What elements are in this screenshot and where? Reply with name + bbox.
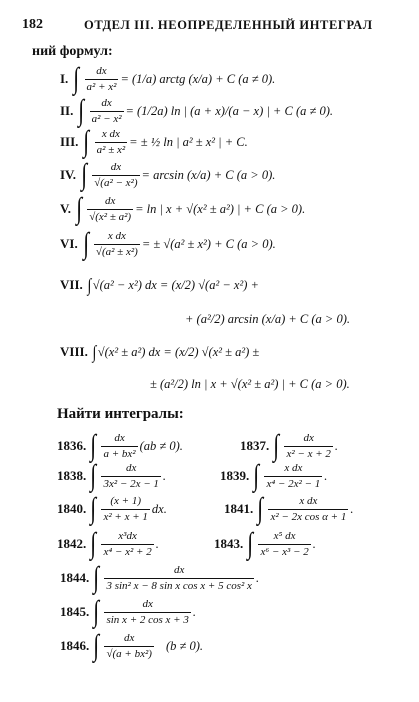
problem-1845 — [60, 597, 196, 627]
numerator: dx — [303, 431, 314, 444]
problem-tail: (ab ≠ 0). — [139, 438, 183, 453]
formula-rhs: √(x² ± a²) dx = (x/2) √(x² ± a²) ± — [97, 344, 260, 359]
fraction — [104, 564, 253, 592]
problem-number: 1836. — [57, 438, 87, 453]
integral-sign: ∫ — [257, 492, 264, 525]
formula-label: VIII. — [60, 344, 88, 359]
formula-4 — [60, 160, 275, 190]
fraction — [95, 128, 128, 156]
integral-sign: ∫ — [83, 125, 90, 158]
problem-number: 1844. — [60, 570, 90, 585]
problem-1840 — [57, 494, 167, 524]
integral-sign: ∫ — [90, 459, 97, 492]
integral-sign: ∫ — [76, 192, 83, 225]
problem-tail: . — [255, 570, 260, 585]
problem-number: 1845. — [60, 604, 90, 619]
denominator: 3x² − 2x − 1 — [103, 477, 159, 490]
problem-1844 — [60, 563, 259, 593]
denominator: a² ± x² — [96, 143, 126, 156]
fraction — [258, 530, 310, 558]
problem-1846 — [60, 631, 203, 661]
formula-7-continued — [185, 312, 350, 327]
formula-rhs: = ln | x + √(x² ± a²) | + C (a > 0). — [135, 201, 306, 216]
denominator: 3 sin² x − 8 sin x cos x + 5 cos² x — [106, 579, 252, 592]
problem-1837 — [240, 431, 338, 461]
problem-number: 1846. — [60, 638, 90, 653]
numerator: dx — [124, 631, 135, 644]
formula-2 — [60, 96, 333, 126]
formula-rhs: √(a² − x²) dx = (x/2) √(a² − x²) + — [92, 277, 259, 292]
integral-sign: ∫ — [93, 561, 100, 594]
numerator: x⁵ dx — [273, 529, 296, 542]
formula-8 — [60, 343, 259, 361]
integral-sign: ∫ — [90, 429, 97, 462]
denominator: √(a² ± x²) — [95, 245, 138, 258]
integral-sign: ∫ — [73, 62, 80, 95]
integral-sign: ∫ — [273, 429, 280, 462]
problem-tail: . — [155, 536, 159, 551]
numerator: dx — [104, 194, 116, 207]
problem-tail: . — [324, 468, 328, 483]
formula-7 — [60, 276, 259, 294]
problem-number: 1842. — [57, 536, 87, 551]
denominator: x² − 2x cos α + 1 — [270, 510, 347, 523]
fraction — [101, 462, 160, 490]
formula-rhs: + (a²/2) arcsin (x/a) + C (a > 0). — [185, 312, 351, 326]
fraction — [87, 195, 133, 223]
fraction — [101, 530, 153, 558]
fraction — [104, 632, 153, 660]
formula-rhs: = arcsin (x/a) + C (a > 0). — [141, 167, 276, 182]
denominator: x⁶ − x³ − 2 — [260, 545, 309, 558]
integral-sign: ∫ — [81, 158, 88, 191]
numerator: x dx — [107, 229, 126, 242]
denominator: x⁴ − 2x² − 1 — [266, 477, 321, 490]
formula-rhs: = ± √(a² ± x²) + C (a > 0). — [141, 236, 276, 251]
numerator: x³dx — [118, 529, 137, 542]
running-header: ОТДЕЛ III. НЕОПРЕДЕЛЕННЫЙ ИНТЕГРАЛ — [84, 18, 373, 32]
formula-label: VII. — [60, 277, 83, 292]
formula-label: V. — [60, 201, 71, 216]
numerator: (x + 1) — [110, 494, 141, 507]
problem-number: 1837. — [240, 438, 270, 453]
problem-number: 1843. — [214, 536, 244, 551]
numerator: x dx — [101, 127, 120, 140]
problem-1841 — [224, 494, 353, 524]
denominator: a + bx² — [103, 447, 136, 460]
problem-tail: (b ≠ 0). — [165, 638, 203, 653]
denominator: x² + x + 1 — [103, 510, 148, 523]
fraction — [85, 65, 119, 93]
problem-tail: . — [350, 501, 354, 516]
formula-label: VI. — [60, 236, 78, 251]
integral-sign: ∫ — [92, 342, 97, 362]
fraction — [284, 432, 332, 460]
integral-sign: ∫ — [253, 459, 260, 492]
formula-rhs: ± (a²/2) ln | x + √(x² ± a²) | + C (a > 0). — [150, 377, 350, 391]
problem-number: 1841. — [224, 501, 254, 516]
numerator: dx — [174, 563, 185, 576]
formula-rhs: = (1/2a) ln | (a + x)/(a − x) | + C (a ≠ 0). — [125, 103, 334, 118]
problem-number: 1840. — [57, 501, 87, 516]
denominator: a² − x² — [91, 112, 122, 125]
formula-3 — [60, 127, 248, 157]
fraction — [101, 495, 149, 523]
integral-sign: ∫ — [87, 275, 92, 295]
fraction — [92, 161, 139, 189]
problem-number: 1839. — [220, 468, 250, 483]
numerator: dx — [114, 431, 125, 444]
integral-sign: ∫ — [78, 94, 85, 127]
denominator: sin x + 2 cos x + 3 — [106, 613, 189, 626]
problem-1843 — [214, 529, 316, 559]
numerator: dx — [101, 96, 112, 109]
problem-1839 — [220, 461, 327, 491]
numerator: dx — [96, 64, 107, 77]
denominator: √(a + bx²) — [106, 647, 152, 660]
problem-1836 — [57, 431, 183, 461]
fraction — [94, 230, 140, 258]
fraction — [104, 598, 190, 626]
formula-8-continued — [150, 377, 350, 392]
formula-label: IV. — [60, 167, 77, 182]
integral-sign: ∫ — [90, 492, 97, 525]
formula-rhs: = (1/a) arctg (x/a) + C (a ≠ 0). — [120, 71, 276, 86]
denominator: a² + x² — [86, 80, 117, 93]
formula-1 — [60, 64, 275, 94]
problem-tail: . — [312, 536, 316, 551]
problem-number: 1838. — [57, 468, 87, 483]
formula-label: I. — [60, 71, 69, 86]
problem-tail: . — [192, 604, 196, 619]
integral-sign: ∫ — [90, 527, 97, 560]
formula-label: II. — [60, 103, 74, 118]
formula-label: III. — [60, 134, 79, 149]
numerator: dx — [142, 597, 153, 610]
denominator: √(a² − x²) — [94, 176, 138, 189]
numerator: x dx — [284, 461, 303, 474]
problem-tail: . — [334, 438, 339, 453]
numerator: dx — [110, 160, 122, 173]
numerator: dx — [125, 461, 137, 474]
denominator: √(x² ± a²) — [89, 210, 132, 223]
integral-sign: ∫ — [93, 629, 100, 662]
intro-text: ний формул: — [32, 44, 113, 59]
formula-5 — [60, 194, 305, 224]
problem-1838 — [57, 461, 166, 491]
problem-tail: . — [162, 468, 167, 483]
formula-6 — [60, 229, 276, 259]
integral-sign: ∫ — [247, 527, 254, 560]
section-heading: Найти интегралы: — [57, 406, 184, 422]
formula-rhs: = ± ½ ln | a² ± x² | + C. — [129, 134, 248, 149]
fraction — [264, 462, 322, 490]
numerator: x dx — [299, 494, 318, 507]
integral-sign: ∫ — [93, 595, 100, 628]
fraction — [90, 97, 124, 125]
problem-1842 — [57, 529, 159, 559]
problem-tail: dx. — [151, 501, 167, 516]
integral-sign: ∫ — [82, 227, 89, 260]
page-number: 182 — [22, 17, 43, 32]
fraction — [101, 432, 137, 460]
denominator: x⁴ − x² + 2 — [103, 545, 152, 558]
denominator: x² − x + 2 — [286, 447, 331, 460]
fraction — [268, 495, 348, 523]
